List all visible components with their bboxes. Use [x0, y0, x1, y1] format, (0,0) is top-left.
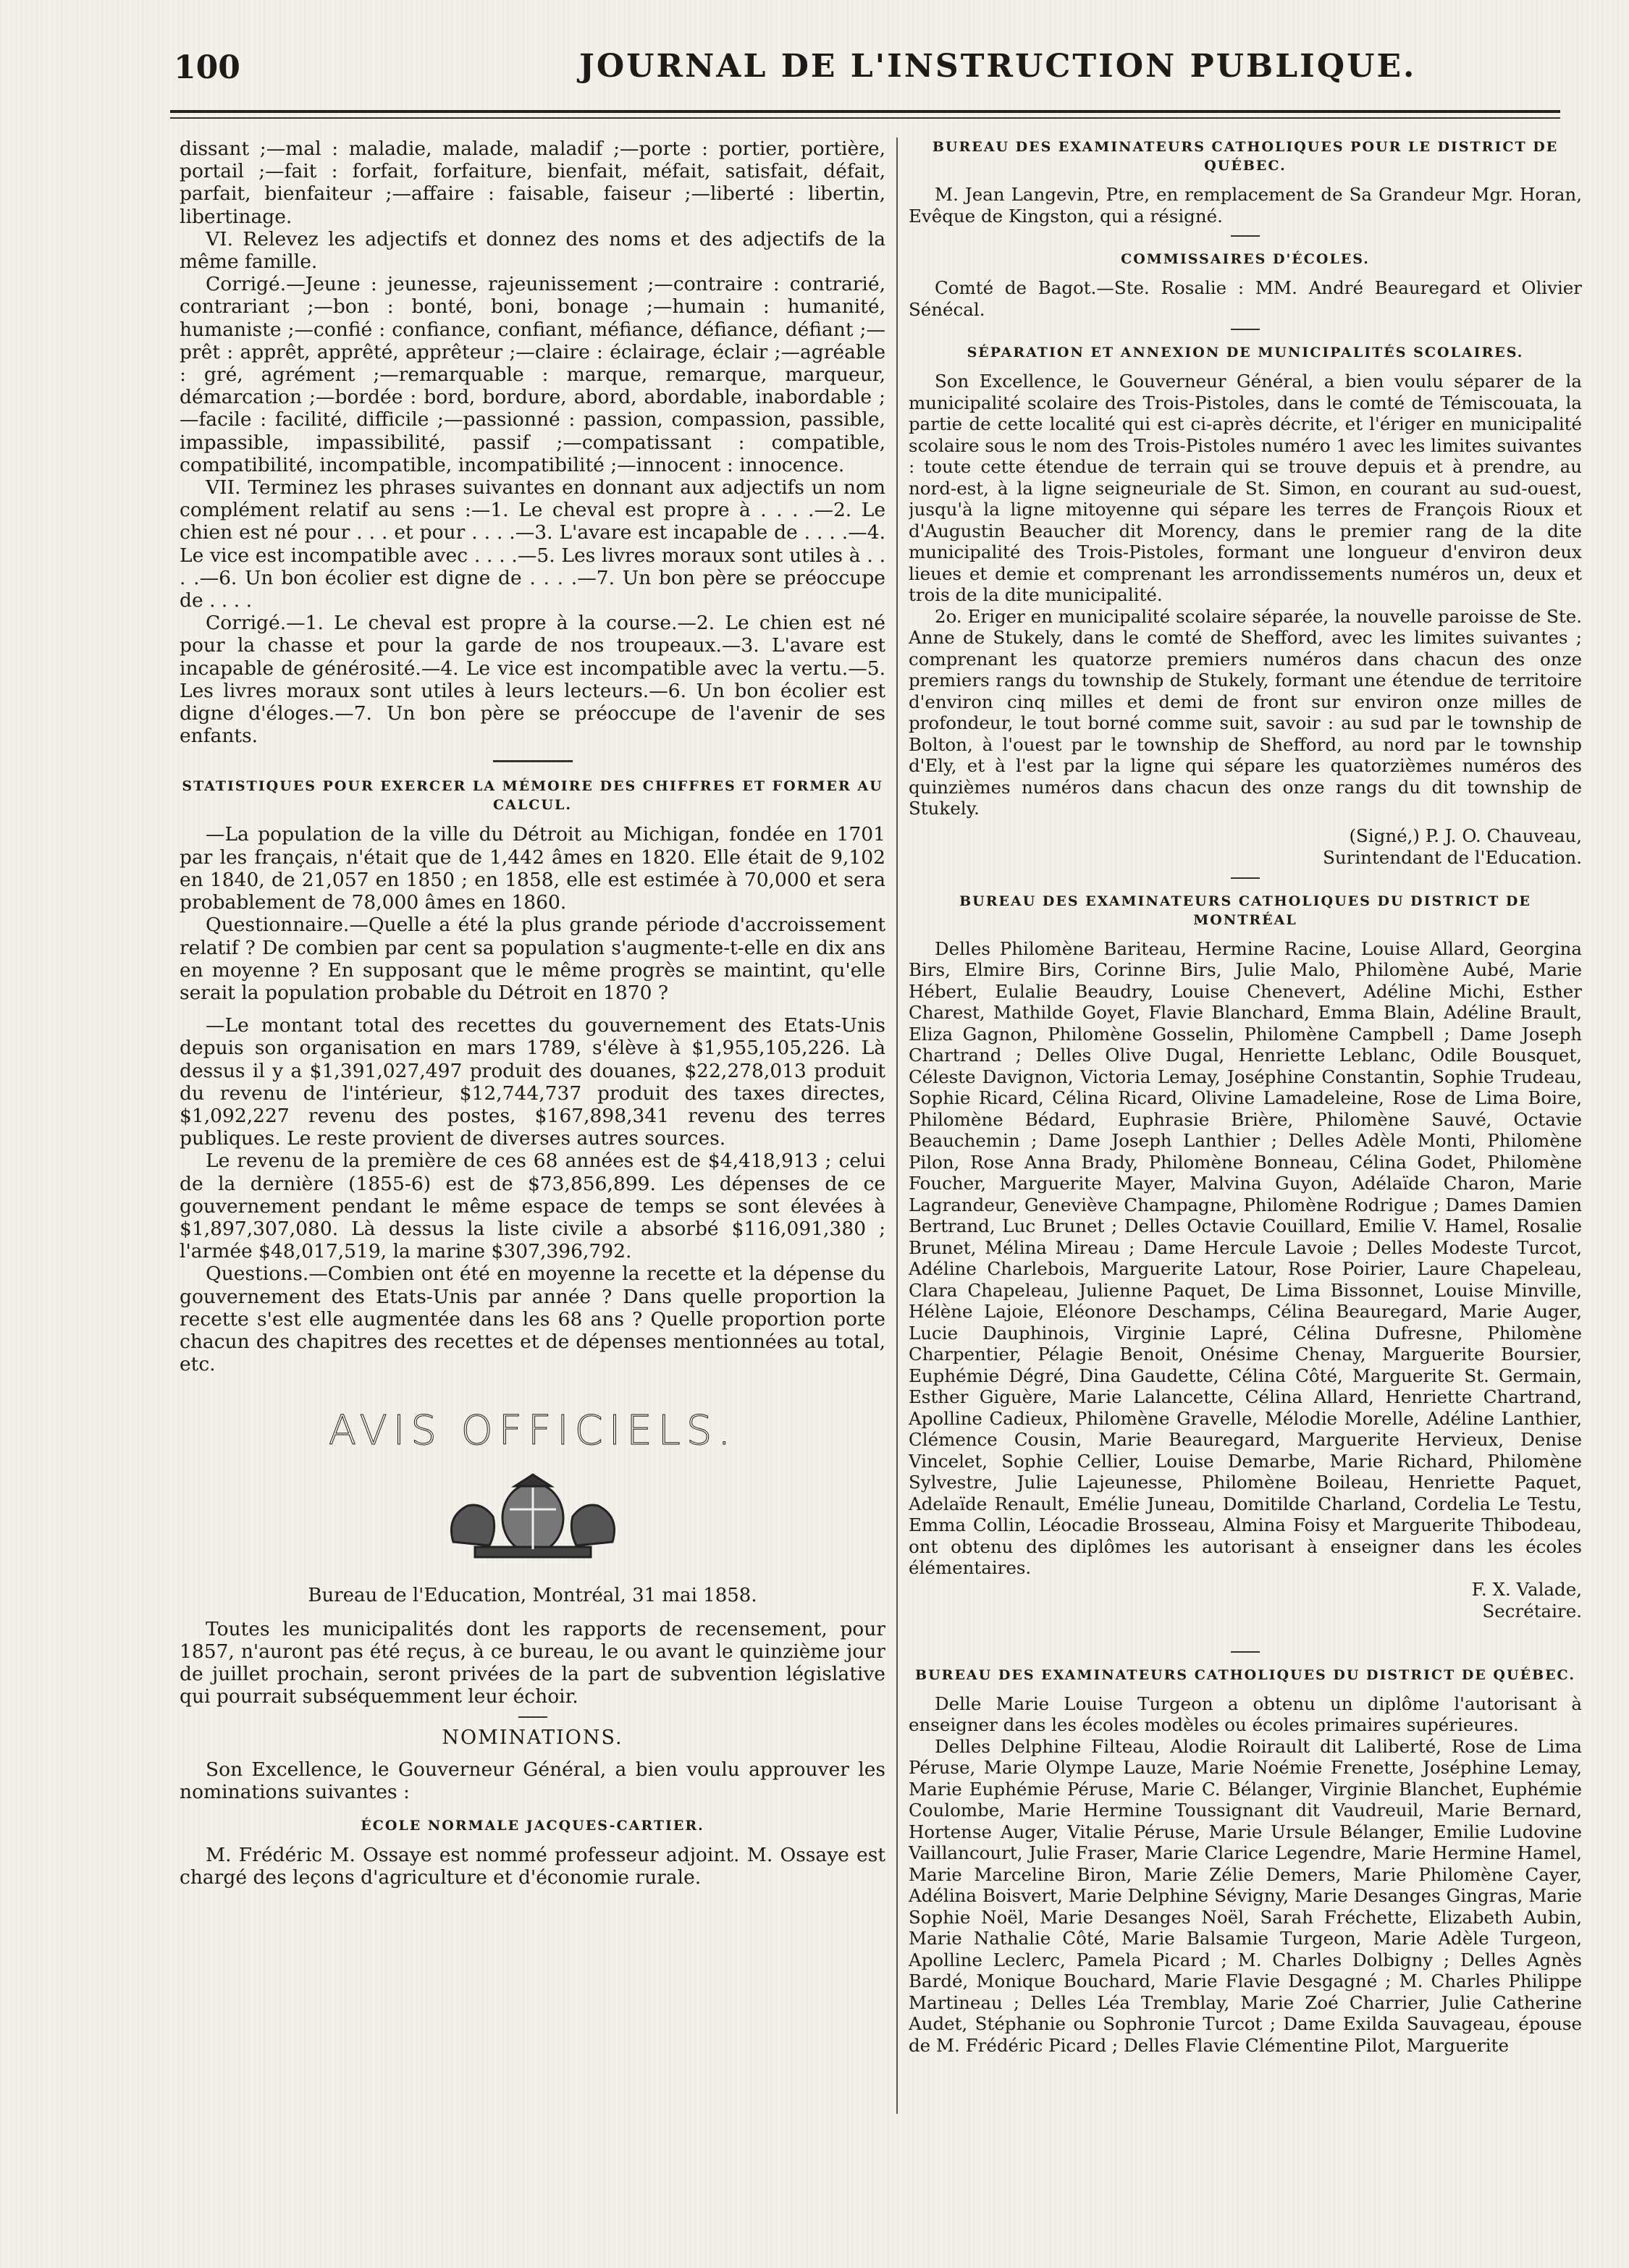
header-rule	[170, 110, 1560, 113]
journal-title: JOURNAL DE L'INSTRUCTION PUBLIQUE.	[579, 48, 1417, 85]
short-divider	[518, 1716, 547, 1718]
exercise-vii: VII. Terminez les phrases suivantes en donnant aux adjectifs un nom complément relatif au sens :—1. Le cheval est propre à . . . .—2. Le chien est né pour . . . et pour . . . .—3. L'avare est incapable de . . . .—4. Le vice est incompatible avec . . . .—5. Les livres moraux sont utiles à . . . .—6. Un bon écolier est digne de . . . .—7. Un bon père se préoccupe de . . . .	[180, 476, 885, 612]
short-divider	[1231, 329, 1260, 330]
quebec-examiners-heading: BUREAU DES EXAMINATEURS CATHOLIQUES POUR LE DISTRICT DE QUÉBEC.	[932, 139, 1559, 174]
trois-pistoles-separation: Son Excellence, le Gouverneur Général, a bien voulu séparer de la municipalité scolaire des Trois-Pistoles, dans le comté de Témiscouata, la partie de cette localité qui est ci-après décrite, et l'ériger en municipalité scolaire sous le nom des Trois-Pistoles numéro 1 avec les limites suivantes : toute cette étendue de terrain qui se trouve depuis et à prendre, au nord-est, à la ligne seigneuriale de St. Simon, en courant au sud-ouest, jusqu'à la ligne mitoyenne qui sépare les terres de François Rioux et d'Augustin Beaucher dit Morency, dans le premier rang de la dite municipalité des Trois-Pistoles, formant une longueur d'environ deux lieues et demie et comprenant les arrondissements numéros un, deux et trois de la dite municipalité.	[909, 371, 1582, 605]
us-revenue-years: Le revenu de la première de ces 68 années est de $4,418,913 ; celui de la dernière (1855-6) est de $73,856,899. Les dépenses de ce gouvernement pendant le même espace de temps se sont élevées à $1,897,307,080. Là dessus la liste civile a absorbé $116,091,380 ; l'armée $48,017,519, la marine $307,396,792.	[180, 1150, 885, 1263]
exercise-vi: VI. Relevez les adjectifs et donnez des noms et des adjectifs de la même famille.	[180, 227, 885, 274]
nominations-intro: Son Excellence, le Gouverneur Général, a bien voulu approuver les nominations suivantes :	[180, 1758, 885, 1803]
statistics-heading: STATISTIQUES POUR EXERCER LA MÉMOIRE DES CHIFFRES ET FORMER AU CALCUL.	[182, 778, 883, 814]
quebec-examiners-heading-2: BUREAU DES EXAMINATEURS CATHOLIQUES DU DISTRICT DE QUÉBEC.	[915, 1666, 1575, 1683]
montreal-diplomas: Delles Philomène Bariteau, Hermine Racine, Louise Allard, Georgina Birs, Elmire Birs, Corinne Birs, Julie Malo, Philomène Aubé, Marie Hébert, Eulalie Beaudry, Louise Chenevert, Adéline Michi, Esther Charest, Mathilde Goyet, Flavie Blanchard, Emma Blain, Adéline Brault, Eliza Gagnon, Philomène Gosselin, Philomène Campbell ; Dame Joseph Chartrand ; Delles Olive Dugal, Henriette Leblanc, Odile Bousquet, Céleste Davignon, Victoria Lemay, Joséphine Constantin, Sophie Trudeau, Sophie Ricard, Célina Ricard, Olivine Lamadeleine, Rose de Lima Boire, Philomène Bédard, Euphrasie Brière, Philomène Sauvé, Octavie Beauchemin ; Dame Joseph Lanthier ; Delles Adèle Monti, Philomène Pilon, Rose Anna Brady, Philomène Bonneau, Célina Godet, Philomène Foucher, Marguerite Mayer, Malvina Guyon, Adélaïde Charon, Marie Lagrandeur, Geneviève Champagne, Philomène Rodrigue ; Dames Damien Bertrand, Luc Brunet ; Delles Octavie Couillard, Emilie V. Hamel, Rosalie Brunet, Mélina Mireau ; Dame Hercule Lavoie ; Delles Modeste Turcot, Adéline Charlebois, Marguerite Latour, Rose Poirier, Laure Chapeleau, Clara Chapeleau, Julienne Paquet, De Lima Bissonnet, Louise Minville, Hélène Lajoie, Eléonore Deschamps, Célina Beauregard, Marie Auger, Lucie Dauphinois, Virginie Lapré, Célina Dufresne, Philomène Charpentier, Pélagie Benoit, Onésime Chenay, Marguerite Boursier, Euphémie Dégré, Dina Gaudette, Célina Côté, Marguerite St. Germain, Esther Giguère, Marie Lalancette, Célina Allard, Henriette Chartrand, Apolline Cadieux, Philomène Gravelle, Mélodie Morelle, Adéline Lanthier, Clémence Cousin, Marie Beauregard, Marguerite Hervieux, Denise Vincelet, Sophie Cellier, Louise Demarbe, Marie Richard, Philomène Sylvestre, Julie Lajeunesse, Philomène Boileau, Henriette Paquet, Adelaïde Renault, Emélie Juneau, Domitilde Charland, Cordelia Le Testu, Emma Collin, Léocadie Brosseau, Almina Foisy et Marguerite Thibodeau, ont obtenu des diplômes les autorisant à enseigner dans les écoles élémentaires.	[909, 937, 1582, 1578]
nominations-heading: NOMINATIONS.	[442, 1727, 623, 1750]
recensement-notice: Toutes les municipalités dont les rapports de recensement, pour 1857, n'auront pas été reçus, à ce bureau, le ou avant le quinzième jour de juillet prochain, seront privées de la part de subvention législative qui pourrait subséquemment leur échoir.	[180, 1617, 885, 1708]
stukely-municipality: 2o. Eriger en municipalité scolaire séparée, la nouvelle paroisse de Ste. Anne de Stukely, dans le comté de Shefford, avec les limites suivantes ; comprenant les quatorze premiers numéros dans chacun des onze premiers rangs du township de Stukely, formant une étendue de territoire d'environ cinq milles et demi de front sur environ onze milles de profondeur, le tout borné comme suit, savoir : au sud par le township de Bolton, à l'ouest par le township de Shefford, au nord par le township d'Ely, et à l'est par la ligne qui sépare les quatorzièmes numéros des quinzièmes numéros dans chacun des onze rangs du dit township de Stukely.	[909, 605, 1582, 819]
short-divider	[1231, 1651, 1260, 1653]
questionnaire: Questionnaire.—Quelle a été la plus grande période d'accroissement relatif ? De combien par cent sa population s'augmente-t-elle en dix ans en moyenne ? En supposant que le même progrès se maintint, qu'elle serait la population probable du Détroit en 1870 ?	[180, 914, 885, 1004]
left-column	[180, 138, 885, 2237]
short-divider	[1231, 877, 1260, 879]
avis-officiels-heading: AVIS OFFICIELS.	[328, 1407, 737, 1455]
page-number: 100	[174, 49, 240, 86]
us-revenue: —Le montant total des recettes du gouvernement des Etats-Unis depuis son organisation en mars 1789, s'élève à $1,955,105,226. Là dessus il y a $1,391,027,497 produit des douanes, $22,278,013 produit du revenu de l'intérieur, $12,744,737 produit des taxes directes, $1,092,227 revenu des postes, $167,898,341 revenu des terres publiques. Le reste provient de diverses autres sources.	[180, 1014, 885, 1150]
quebec-diplomas: Delles Delphine Filteau, Alodie Roirault dit Laliberté, Rose de Lima Péruse, Marie Olympe Lauze, Marie Noémie Frenette, Joséphine Lemay, Marie Euphémie Péruse, Marie C. Bélanger, Virginie Blanchet, Euphémie Coulombe, Marie Hermine Toussignant dit Vaudreuil, Marie Bernard, Hortense Auger, Vitalie Péruse, Marie Ursule Bélanger, Emilie Ludovine Vaillancourt, Julie Fraser, Marie Clarice Legendre, Marie Hermine Hamel, Marie Marceline Biron, Marie Zélie Demers, Marie Philomène Cayer, Adélina Boisvert, Marie Delphine Sévigny, Marie Desanges Gingras, Marie Sophie Noël, Marie Desanges Noël, Sarah Fréchette, Elizabeth Aubin, Marie Nathalie Côté, Marie Balsamie Turgeon, Marie Adèle Turgeon, Apolline Leclerc, Pamela Picard ; M. Charles Dolbigny ; Delles Agnès Bardé, Monique Bouchard, Marie Flavie Desgagné ; M. Charles Philippe Martineau ; Delles Léa Tremblay, Marie Zoé Charrier, Julie Catherine Audet, Stéphanie ou Sophronie Turcot ; Dame Exilda Sauvageau, épouse de M. Frédéric Picard ; Delles Flavie Clémentine Pilot, Marguerite	[909, 1735, 1582, 2056]
chauveau-signature: (Signé,) P. J. O. Chauveau,	[1349, 825, 1582, 846]
corrige-vii: Corrigé.—1. Le cheval est propre à la course.—2. Le chien est né pour la chasse et pour la garde de nos troupeaux.—3. L'avare est incapable de générosité.—4. Le vice est incompatible avec la vertu.—5. Les livres moraux sont utiles à leurs lecteurs.—6. Un bon écolier est digne d'éloges.—7. Un bon père se préoccupe de l'avenir de ses enfants.	[180, 612, 885, 748]
royal-coat-of-arms-icon	[424, 1473, 641, 1567]
langevin-appointment: M. Jean Langevin, Ptre, en remplacement de Sa Grandeur Mgr. Horan, Evêque de Kingston, qui a résigné.	[909, 184, 1582, 227]
commissaires-heading: COMMISSAIRES D'ÉCOLES.	[1121, 251, 1370, 267]
short-divider	[1231, 235, 1260, 237]
header-rule-thin	[170, 117, 1560, 119]
bagot-commissaires: Comté de Bagot.—Ste. Rosalie : MM. André Beauregard et Olivier Sénécal.	[909, 277, 1582, 320]
corrige-vi: Corrigé.—Jeune : jeunesse, rajeunissement ;—contraire : contrarié, contrariant ;—bon : bonté, boni, bonage ;—humain : humanité, humaniste ;—confié : confiance, confiant, méfiance, défiance, défiant ;—prêt : apprêt, apprêté, apprêteur ;—claire : éclairage, éclair ;—agréable : gré, agrément ;—remarquable : marque, remarque, marqueur, démarcation ;—bordée : bord, bordure, abord, abordable, inabordable ;—facile : facilité, difficile ;—passionné : passion, compassion, passible, impassible, impassibilité, passif ;—compatissant : compatible, compatibilité, incompatible, incompatibilité ;—innocent : innocence.	[180, 273, 885, 476]
turgeon-diploma: Delle Marie Louise Turgeon a obtenu un diplôme l'autorisant à enseigner dans les écoles modèles ou écoles primaires supérieures.	[909, 1692, 1582, 1735]
questions: Questions.—Combien ont été en moyenne la recette et la dépense du gouvernement des Etats-Unis par année ? Dans quelle proportion la recette s'est elle augmentée dans les 68 ans ? Quelle proportion porte chacun des chapitres des recettes et de dépenses mentionnées au total, etc.	[180, 1262, 885, 1376]
ecole-normale-heading: ÉCOLE NORMALE JACQUES-CARTIER.	[361, 1817, 704, 1834]
separation-heading: SÉPARATION ET ANNEXION DE MUNICIPALITÉS SCOLAIRES.	[967, 345, 1524, 361]
ossaye-nomination: M. Frédéric M. Ossaye est nommé professeur adjoint. M. Ossaye est chargé des leçons d'agriculture et d'économie rurale.	[180, 1843, 885, 1889]
valade-signature: F. X. Valade,	[1471, 1578, 1582, 1600]
page-header	[174, 45, 1557, 96]
column-divider	[896, 138, 898, 2114]
bureau-dateline: Bureau de l'Education, Montréal, 31 mai 1858.	[308, 1585, 757, 1607]
section-divider	[493, 760, 573, 762]
exercise-continuation: dissant ;—mal : maladie, malade, maladif ;—porte : portier, portière, portail ;—fait : forfait, forfaiture, bienfait, méfait, satisfait, défait, parfait, bienfaiteur ;—affaire : faisable, faiseur ;—liberté : libertin, libertinage.	[180, 138, 885, 228]
right-column	[909, 138, 1582, 2237]
montreal-examiners-heading: BUREAU DES EXAMINATEURS CATHOLIQUES DU DISTRICT DE MONTRÉAL	[959, 893, 1531, 928]
detroit-population: —La population de la ville du Détroit au Michigan, fondée en 1701 par les français, n'était que de 1,442 âmes en 1820. Elle était de 9,102 en 1840, de 21,057 en 1850 ; en 1858, elle est estimée à 70,000 et sera probablement de 78,000 âmes en 1860.	[180, 823, 885, 914]
chauveau-title: Surintendant de l'Education.	[1323, 846, 1582, 868]
valade-title: Secrétaire.	[1482, 1600, 1582, 1622]
